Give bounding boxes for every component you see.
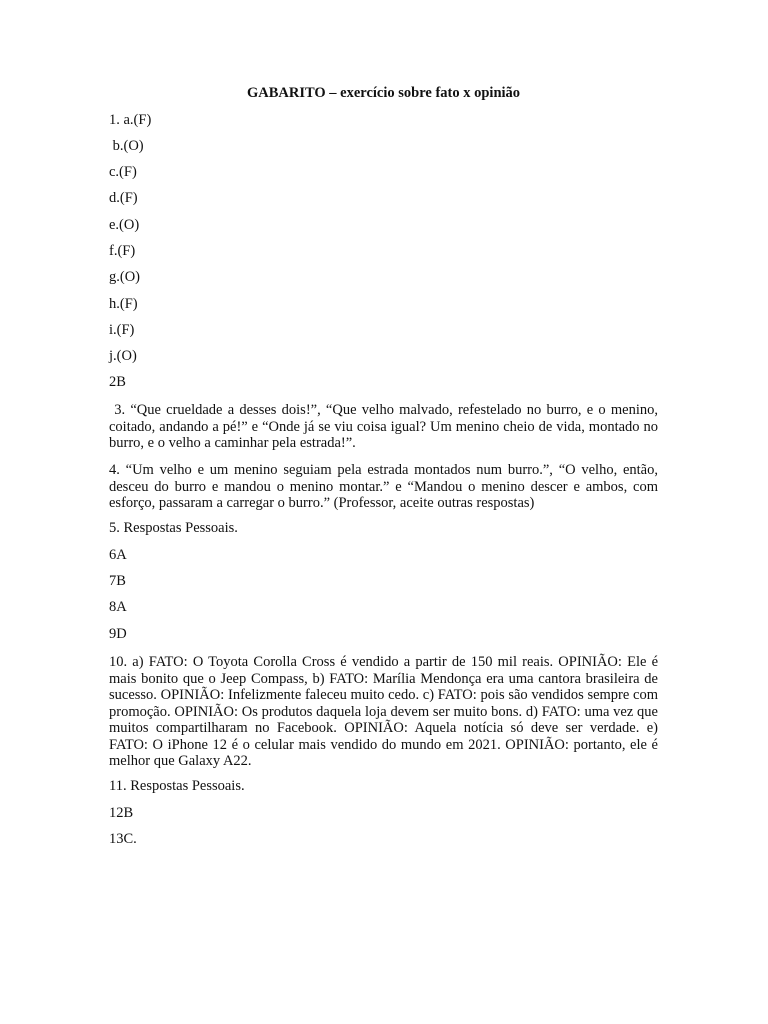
answer-1a: 1. a.(F) [109,112,152,128]
answer-12: 12B [109,805,134,821]
answer-8: 8A [109,599,127,615]
answer-1b: b.(O) [109,138,144,154]
answer-1j: j.(O) [109,348,137,364]
answer-10: 10. a) FATO: O Toyota Corolla Cross é vendido a partir de 150 mil reais. OPINIÃO: Ele é mais bonito que o Jeep Compass, b) FATO: Marília Mendonça era uma cantora brasileira de sucesso. OPINIÃO: Infelizmente faleceu muito cedo. c) FATO: pois são vendidos sempre com promoção. OPINIÃO: Os produtos daquela loja devem ser muito bons. d) FATO: uma vez que muitos compartilharam no Facebook. OPINIÃO: Aquela notícia só deve ser verdade. e) FATO: O iPhone 12 é o celular mais vendido do mundo em 2021. OPINIÃO: portanto, ele é melhor que Galaxy A22. [109,654,658,769]
answer-4: 4. “Um velho e um menino seguiam pela estrada montados num burro.”, “O velho, então, desceu do burro e mandou o menino montar.” e “Mandou o menino descer e ambos, com esforço, passaram a carregar o burro.” (Professor, aceite outras respostas) [109,462,658,511]
page-title: GABARITO – exercício sobre fato x opinião [246,85,521,101]
answer-7: 7B [109,573,126,589]
answer-1g: g.(O) [109,269,141,285]
answer-1h: h.(F) [109,296,138,312]
answer-13: 13C. [109,831,137,847]
document-page [109,0,662,1024]
answer-1d: d.(F) [109,190,138,206]
answer-1c: c.(F) [109,164,137,180]
answer-3: 3. “Que crueldade a desses dois!”, “Que velho malvado, refestelado no burro, e o menino, coitado, andando a pé!” e “Onde já se viu coisa igual? Um menino cheio de vida, montado no burro, e o velho a caminhar pela estrada!”. [109,402,662,451]
answer-9: 9D [109,626,127,642]
answer-5: 5. Respostas Pessoais. [109,520,238,536]
answer-1i: i.(F) [109,322,135,338]
answer-1f: f.(F) [109,243,136,259]
answer-6: 6A [109,547,127,563]
answer-11: 11. Respostas Pessoais. [109,778,245,794]
answer-2: 2B [109,374,126,390]
answer-1e: e.(O) [109,217,140,233]
